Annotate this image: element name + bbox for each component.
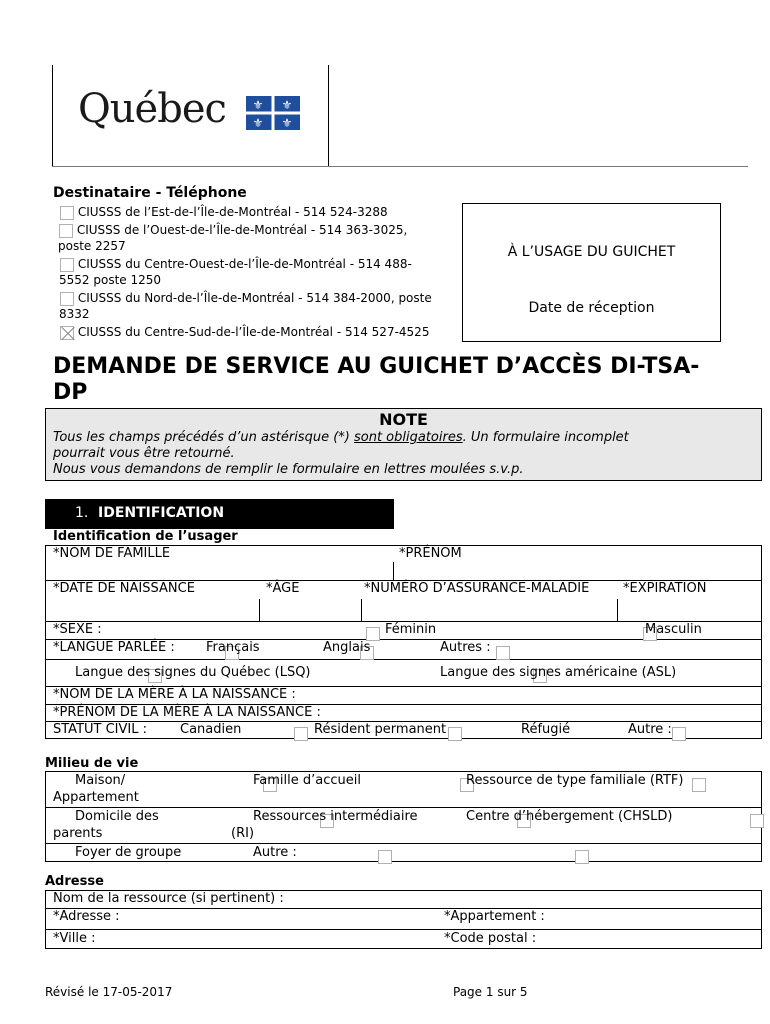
footer-revision: Révisé le 17-05-2017 — [45, 985, 173, 999]
date-naissance-field[interactable] — [47, 599, 257, 619]
row-line — [45, 807, 762, 808]
row-line — [45, 843, 762, 844]
masculin-label: Masculin — [645, 622, 702, 637]
destinataire-option[interactable] — [60, 256, 460, 290]
chsld-checkbox[interactable] — [750, 814, 764, 828]
expiration-label: *EXPIRATION — [623, 581, 707, 596]
tick-line — [393, 562, 394, 580]
section-subtitle: Identification de l’usager — [53, 529, 238, 544]
milieu-title: Milieu de vie — [45, 756, 139, 771]
canadien-checkbox[interactable] — [294, 727, 308, 741]
note-line-3: Nous vous demandons de remplir le formulaire en lettres moulées s.v.p. — [53, 462, 524, 477]
famille-label: Famille d’accueil — [253, 773, 361, 788]
svg-text:⚜: ⚜ — [252, 116, 264, 130]
francais-label: Français — [206, 640, 260, 655]
appartement-label: *Appartement : — [444, 909, 545, 924]
fleur-de-lis-icon — [246, 96, 300, 130]
maison-label-2: Appartement — [53, 790, 139, 805]
destinataire-title: Destinataire - Téléphone — [53, 185, 247, 201]
expiration-field[interactable] — [619, 599, 760, 619]
note-text-b: . Un formulaire incomplet — [462, 430, 629, 445]
ri-label: Ressources intermédiaire — [253, 809, 418, 824]
note-line-2: pourrait vous être retourné. — [53, 446, 235, 461]
checkbox-icon[interactable] — [60, 258, 74, 272]
adresse-title: Adresse — [45, 874, 104, 889]
svg-text:⚜: ⚜ — [281, 98, 293, 112]
checkbox-icon[interactable] — [60, 206, 74, 220]
prenom-label: *PRÉNOM — [399, 546, 462, 561]
foyer-checkbox[interactable] — [378, 850, 392, 864]
checkbox-icon[interactable] — [59, 224, 73, 238]
section-header — [45, 499, 394, 529]
chsld-label: Centre d’hébergement (CHSLD) — [466, 809, 673, 824]
destinataire-option[interactable] — [60, 290, 460, 324]
checkbox-checked-icon[interactable] — [60, 326, 74, 340]
statut-label: STATUT CIVIL : — [53, 722, 147, 737]
option-label: CIUSSS du Centre-Ouest-de-l’Île-de-Montréal - 514 488- — [77, 257, 412, 271]
autres-checkbox[interactable] — [496, 646, 510, 660]
adresse-label: *Adresse : — [53, 909, 120, 924]
destinataire-option[interactable] — [59, 222, 460, 256]
note-title: NOTE — [379, 410, 428, 429]
title-line-2: DP — [53, 380, 88, 405]
tick-line — [259, 599, 260, 621]
note-text-a: Tous les champs précédés d’un astérisque (*) — [53, 430, 354, 445]
page-title — [53, 354, 699, 406]
date-naissance-label: *DATE DE NAISSANCE — [53, 581, 195, 596]
prenom-field[interactable] — [395, 562, 760, 579]
destinataire-option[interactable] — [60, 324, 460, 342]
sexe-label: *SEXE : — [53, 622, 102, 637]
tick-line — [617, 599, 618, 621]
section-number: 1. — [75, 505, 89, 521]
autre-milieu-label: Autre : — [253, 845, 297, 860]
age-label: *ÂGE — [266, 581, 300, 596]
title-line-1: DEMANDE DE SERVICE AU GUICHET D’ACCÈS DI-TSA- — [53, 354, 700, 379]
autres-label: Autres : — [440, 640, 491, 655]
rtf-label: Ressource de type familiale (RTF) — [466, 773, 684, 788]
foyer-label: Foyer de groupe — [75, 845, 182, 860]
option-label: CIUSSS du Centre-Sud-de-l’Île-de-Montréal - 514 527-4525 — [77, 325, 430, 339]
header-divider — [328, 65, 329, 166]
note-box — [45, 408, 762, 481]
langue-label: *LANGUE PARLÉE : — [53, 640, 175, 655]
canadien-label: Canadien — [180, 722, 242, 737]
age-field[interactable] — [261, 599, 359, 619]
note-text — [53, 430, 629, 478]
refugie-checkbox[interactable] — [672, 727, 686, 741]
svg-text:⚜: ⚜ — [281, 116, 293, 130]
prenom-mere-label: *PRÉNOM DE LA MÈRE À LA NAISSANCE : — [53, 705, 321, 720]
autre-statut-label: Autre : — [628, 722, 672, 737]
nom-label: *NOM DE FAMILLE — [53, 546, 171, 561]
domicile-label: Domicile des — [75, 809, 159, 824]
asl-label: Langue des signes américaine (ASL) — [440, 665, 677, 680]
header-left-border — [52, 65, 53, 166]
guichet-usage: À L’USAGE DU GUICHET — [507, 244, 676, 260]
header-bottom-line — [52, 166, 748, 167]
ressource-label: Nom de la ressource (si pertinent) : — [53, 891, 284, 906]
checkbox-icon[interactable] — [60, 292, 74, 306]
maison-label: Maison/ — [75, 773, 126, 788]
domicile-label-2: parents — [53, 826, 103, 841]
anglais-label: Anglais — [323, 640, 371, 655]
option-label-2: 8332 — [59, 307, 90, 321]
option-label-2: 5552 poste 1250 — [59, 273, 162, 287]
nom-mere-label: *NOM DE LA MÈRE À LA NAISSANCE : — [53, 687, 296, 702]
feminin-label: Féminin — [385, 622, 437, 637]
nam-field[interactable] — [363, 599, 615, 619]
feminin-checkbox[interactable] — [366, 627, 380, 641]
tick-line — [361, 599, 362, 621]
option-label-2: poste 2257 — [58, 239, 126, 253]
footer-page: Page 1 sur 5 — [453, 985, 528, 999]
lsq-label: Langue des signes du Québec (LSQ) — [75, 665, 311, 680]
option-label: CIUSSS de l’Est-de-l’Île-de-Montréal - 514 524-3288 — [77, 205, 388, 219]
section-title: IDENTIFICATION — [98, 505, 225, 521]
ville-label: *Ville : — [53, 931, 96, 946]
destinataire-list — [60, 204, 460, 342]
svg-text:⚜: ⚜ — [252, 98, 264, 112]
ri-label-2: (RI) — [231, 826, 255, 841]
row-line — [45, 659, 762, 660]
date-reception: Date de réception — [528, 300, 655, 316]
nam-label: *NUMÉRO D’ASSURANCE-MALADIE — [364, 581, 590, 596]
row-line — [45, 929, 762, 930]
code-postal-label: *Code postal : — [444, 931, 537, 946]
destinataire-option[interactable] — [60, 204, 460, 222]
option-label: CIUSSS du Nord-de-l’Île-de-Montréal - 514 384-2000, poste — [77, 291, 432, 305]
autre-milieu-checkbox[interactable] — [575, 850, 589, 864]
resident-label: Résident permanent — [314, 722, 447, 737]
option-label: CIUSSS de l’Ouest-de-l’Île-de-Montréal - 514 363-3025, — [76, 223, 408, 237]
refugie-label: Réfugié — [521, 722, 571, 737]
nom-field[interactable] — [47, 562, 391, 579]
resident-checkbox[interactable] — [448, 727, 462, 741]
rtf-checkbox[interactable] — [692, 778, 706, 792]
row-line — [45, 908, 762, 909]
guichet-box — [462, 203, 721, 342]
logo-text: Québec — [78, 86, 226, 132]
note-required: sont obligatoires — [353, 430, 463, 445]
